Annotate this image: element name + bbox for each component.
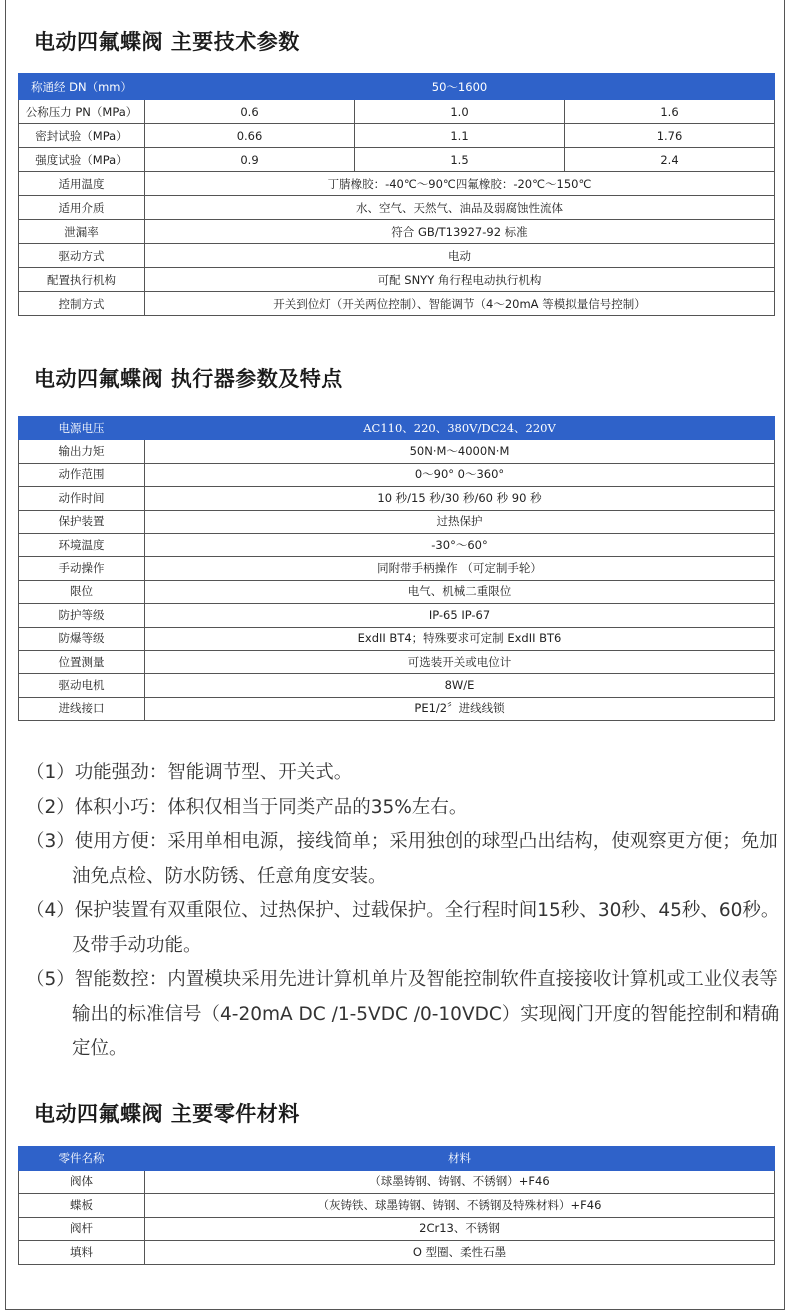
table-row [19,604,775,627]
cell-value: 1.5 [355,148,565,172]
row-label: 进线接口 [19,697,145,720]
table-header-row [19,74,775,100]
row-label: 阀杆 [19,1217,145,1241]
cell-value: 符合 GB/T13927-92 标准 [145,220,775,244]
feature-item: （3）使用方便：采用单相电源，接线简单；采用独创的球型凸出结构，使观察更方便；免加油免点检、防水防锈、任意角度安装。 [26,831,778,887]
table-row [19,172,775,196]
cell-value: 1.0 [355,100,565,124]
row-label: 公称压力 PN（MPa） [19,100,145,124]
cell-value: 同附带手柄操作 （可定制手轮） [145,557,775,580]
row-label: 适用温度 [19,172,145,196]
table-row [19,580,775,603]
row-label: 驱动电机 [19,674,145,697]
cell-value: 过热保护 [145,510,775,533]
cell-value: O 型圈、柔性石墨 [145,1241,775,1265]
table-header-row [19,1147,775,1171]
section-title-materials: 电动四氟蝶阀 主要零件材料 [34,1102,300,1126]
cell-value: 电气、机械二重限位 [145,580,775,603]
header-value: AC110、220、380V/DC24、220V [145,417,775,440]
row-label: 防爆等级 [19,627,145,650]
cell-value: 可配 SNYY 角行程电动执行机构 [145,268,775,292]
table-row [19,487,775,510]
table-row [19,292,775,316]
table-row [19,674,775,697]
feature-list [26,756,781,1067]
table-row [19,244,775,268]
header-value: 材料 [145,1147,775,1171]
table-row [19,650,775,673]
cell-value: 0.66 [145,124,355,148]
cell-value: 10 秒/15 秒/30 秒/60 秒 90 秒 [145,487,775,510]
row-label: 适用介质 [19,196,145,220]
tech-params-table [18,73,775,316]
cell-value: 0.9 [145,148,355,172]
table-row [19,510,775,533]
section-title-tech-params: 电动四氟蝶阀 主要技术参数 [34,30,300,54]
row-label: 填料 [19,1241,145,1265]
row-label: 位置测量 [19,650,145,673]
cell-value: 可选装开关或电位计 [145,650,775,673]
row-label: 输出力矩 [19,440,145,463]
row-label: 配置执行机构 [19,268,145,292]
row-label: 强度试验（MPa） [19,148,145,172]
cell-value: （球墨铸钢、铸钢、不锈钢）+F46 [145,1170,775,1194]
cell-value: 0.6 [145,100,355,124]
table-row [19,627,775,650]
header-value: 50～1600 [145,74,775,100]
row-label: 控制方式 [19,292,145,316]
header-label: 称通经 DN（mm） [19,74,145,100]
actuator-params-table [18,416,775,721]
cell-value: 丁腈橡胶：-40℃～90℃四氟橡胶：-20℃～150℃ [145,172,775,196]
table-header-row [19,417,775,440]
feature-item: （5）智能数控：内置模块采用先进计算机单片及智能控制软件直接接收计算机或工业仪表等输出的标准信号（4-20mA DC /1-5VDC /0-10VDC）实现阀门开度的智能控制和精确定位。 [26,969,780,1059]
table-row [19,697,775,720]
header-label: 电源电压 [19,417,145,440]
table-row [19,148,775,172]
row-label: 动作时间 [19,487,145,510]
cell-value: 2Cr13、不锈钢 [145,1217,775,1241]
cell-value: -30°～60° [145,533,775,556]
cell-value: 2.4 [565,148,775,172]
row-label: 保护装置 [19,510,145,533]
table-row [19,440,775,463]
table-row [19,1194,775,1218]
row-label: 防护等级 [19,604,145,627]
feature-item: （2）体积小巧：体积仅相当于同类产品的35%左右。 [26,796,468,818]
cell-value: 0～90° 0～360° [145,463,775,486]
table-row [19,533,775,556]
row-label: 泄漏率 [19,220,145,244]
cell-value: IP-65 IP-67 [145,604,775,627]
row-label: 阀体 [19,1170,145,1194]
header-label: 零件名称 [19,1147,145,1171]
cell-value: 1.6 [565,100,775,124]
row-label: 驱动方式 [19,244,145,268]
materials-table [18,1146,775,1265]
table-row [19,268,775,292]
spec-sheet [5,0,785,1310]
table-row [19,220,775,244]
table-row [19,463,775,486]
cell-value: PE1/2〞进线线锁 [145,697,775,720]
feature-item: （1）功能强劲：智能调节型、开关式。 [26,762,353,783]
feature-item: （4）保护装置有双重限位、过热保护、过载保护。全行程时间15秒、30秒、45秒、60秒。及带手动功能。 [26,900,780,956]
cell-value: （灰铸铁、球墨铸钢、铸钢、不锈钢及特殊材料）+F46 [145,1194,775,1218]
row-label: 动作范围 [19,463,145,486]
table-row [19,124,775,148]
row-label: 手动操作 [19,557,145,580]
cell-value: 电动 [145,244,775,268]
row-label: 限位 [19,580,145,603]
section-title-actuator-params: 电动四氟蝶阀 执行器参数及特点 [34,367,343,391]
cell-value: 50N·M～4000N·M [145,440,775,463]
table-row [19,557,775,580]
row-label: 环境温度 [19,533,145,556]
cell-value: 开关到位灯（开关两位控制）、智能调节（4～20mA 等模拟量信号控制） [145,292,775,316]
row-label: 蝶板 [19,1194,145,1218]
table-row [19,100,775,124]
table-row [19,196,775,220]
row-label: 密封试验（MPa） [19,124,145,148]
cell-value: ExdII BT4；特殊要求可定制 ExdII BT6 [145,627,775,650]
cell-value: 1.1 [355,124,565,148]
table-row [19,1170,775,1194]
table-row [19,1241,775,1265]
cell-value: 8W/E [145,674,775,697]
table-row [19,1217,775,1241]
cell-value: 1.76 [565,124,775,148]
cell-value: 水、空气、天然气、油品及弱腐蚀性流体 [145,196,775,220]
